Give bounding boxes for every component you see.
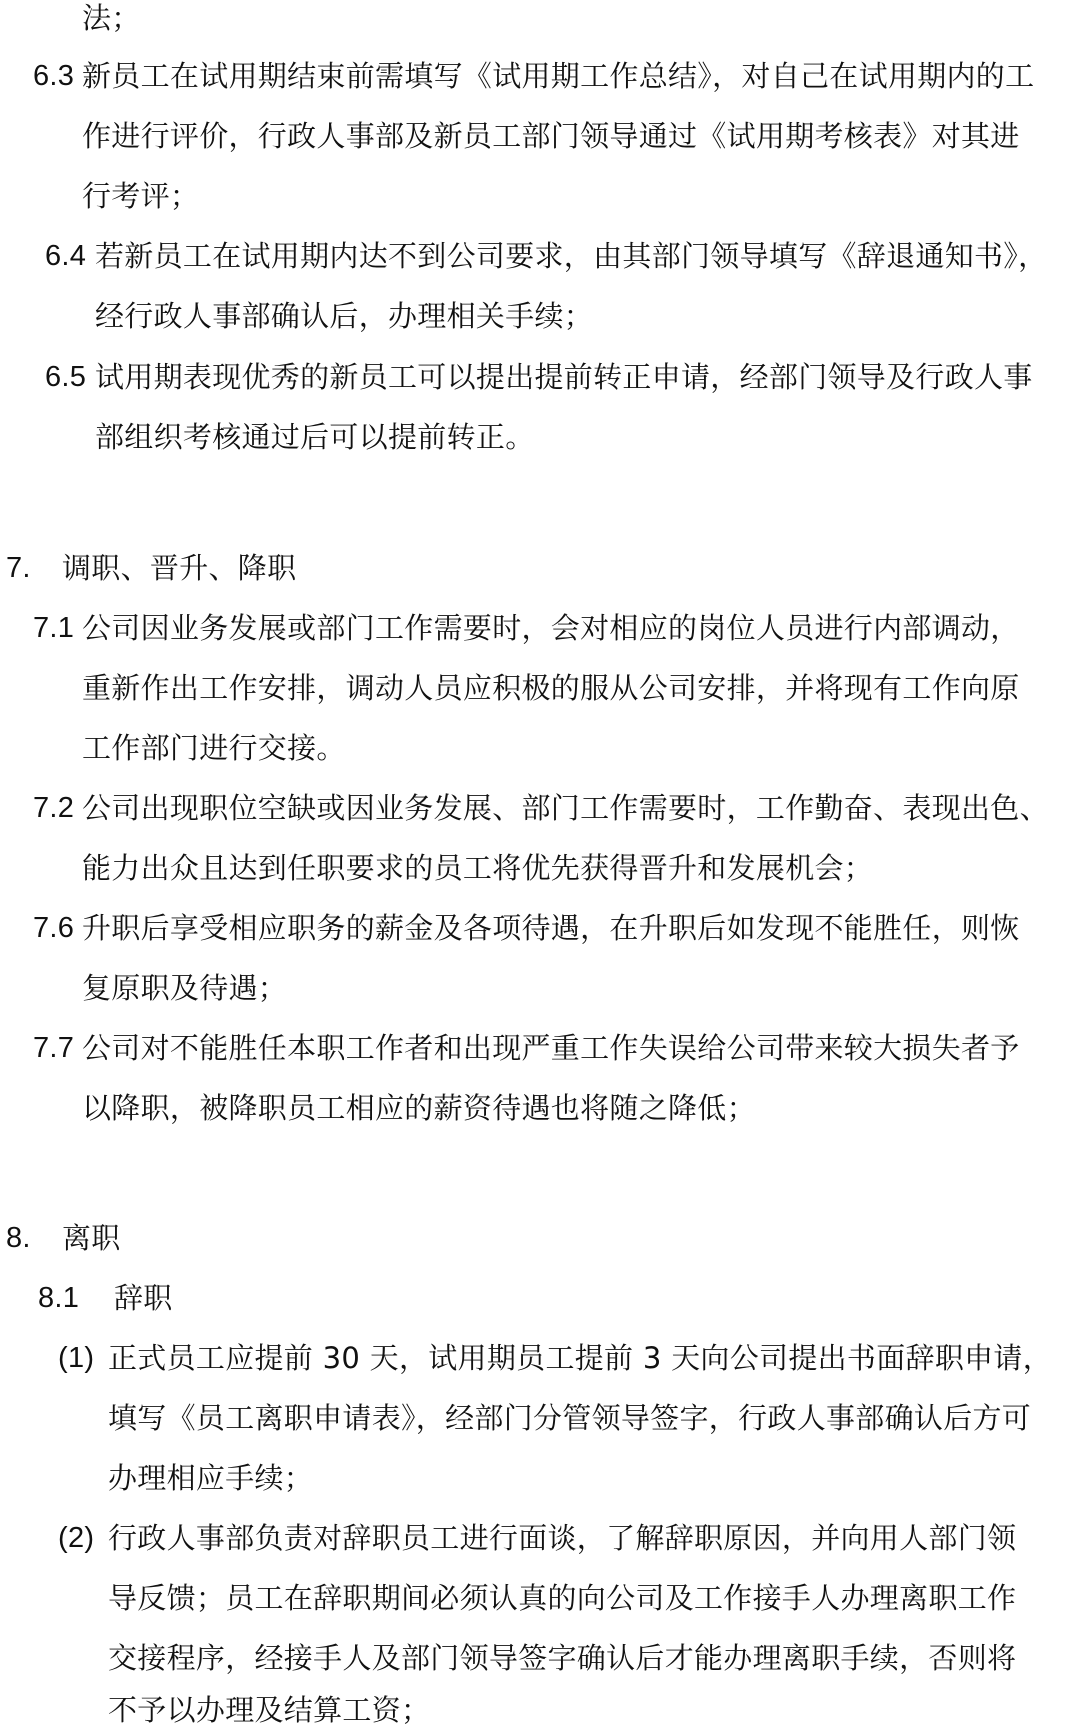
item-8-1-2-number: (2) — [58, 1522, 95, 1554]
item-6-3-line-3: 行考评； — [82, 179, 200, 213]
item-6-5-line-1: 试用期表现优秀的新员工可以提出提前转正申请，经部门领导及行政人事 — [95, 360, 1033, 394]
item-6-4-line-1: 若新员工在试用期内达不到公司要求，由其部门领导填写《辞退通知书》， — [95, 239, 1048, 273]
item-7-1-line-2: 重新作出工作安排，调动人员应积极的服从公司安排，并将现有工作向原 — [82, 671, 1020, 705]
item-6-3-number: 6.3 — [33, 60, 75, 92]
item-6-5-number: 6.5 — [45, 361, 87, 393]
item-7-2-line-2: 能力出众且达到任职要求的员工将优先获得晋升和发展机会； — [82, 851, 874, 885]
item-8-1-title: 辞职 — [114, 1281, 173, 1315]
section-8-title: 离职 — [62, 1221, 121, 1255]
section-7-title: 调职、晋升、降职 — [62, 551, 297, 585]
item-8-1-1-number: (1) — [58, 1342, 95, 1374]
item-7-7-number: 7.7 — [33, 1032, 75, 1064]
item-8-1-1-line-3: 办理相应手续； — [108, 1461, 314, 1495]
section-8-number: 8. — [6, 1222, 31, 1254]
item-7-6-line-1: 升职后享受相应职务的薪金及各项待遇，在升职后如发现不能胜任，则恢 — [82, 911, 1020, 945]
item-6-3-line-2: 作进行评价，行政人事部及新员工部门领导通过《试用期考核表》对其进 — [82, 119, 1020, 153]
item-6-4-number: 6.4 — [45, 240, 87, 272]
item-8-1-2-line-2: 导反馈；员工在辞职期间必须认真的向公司及工作接手人办理离职工作 — [108, 1581, 1017, 1615]
item-7-7-line-1: 公司对不能胜任本职工作者和出现严重工作失误给公司带来较大损失者予 — [82, 1031, 1020, 1065]
item-7-1-number: 7.1 — [33, 612, 75, 644]
item-7-6-line-2: 复原职及待遇； — [82, 971, 288, 1005]
item-7-7-line-2: 以降职，被降职员工相应的薪资待遇也将随之降低； — [82, 1091, 756, 1125]
item-8-1-number: 8.1 — [38, 1282, 80, 1314]
item-8-1-2-line-4: 不予以办理及结算工资； — [108, 1693, 431, 1727]
item-8-1-1-line-1: 正式员工应提前 30 天，试用期员工提前 3 天向公司提出书面辞职申请， — [108, 1341, 1053, 1375]
item-8-1-2-line-1: 行政人事部负责对辞职员工进行面谈，了解辞职原因，并向用人部门领 — [108, 1521, 1017, 1555]
item-7-1-line-3: 工作部门进行交接。 — [82, 731, 346, 765]
item-6-3-line-1: 新员工在试用期结束前需填写《试用期工作总结》，对自己在试用期内的工 — [82, 59, 1035, 93]
item-6-5-line-2: 部组织考核通过后可以提前转正。 — [95, 420, 535, 454]
item-7-1-line-1: 公司因业务发展或部门工作需要时，会对相应的岗位人员进行内部调动， — [82, 611, 1020, 645]
item-7-2-number: 7.2 — [33, 792, 75, 824]
item-6-2-continuation: 法； — [82, 1, 141, 35]
item-7-6-number: 7.6 — [33, 912, 75, 944]
section-7-number: 7. — [6, 552, 31, 584]
item-6-4-line-2: 经行政人事部确认后，办理相关手续； — [95, 299, 594, 333]
item-8-1-2-line-3: 交接程序，经接手人及部门领导签字确认后才能办理离职手续，否则将 — [108, 1641, 1017, 1675]
item-8-1-1-line-2: 填写《员工离职申请表》，经部门分管领导签字，行政人事部确认后方可 — [108, 1401, 1032, 1435]
item-7-2-line-1: 公司出现职位空缺或因业务发展、部门工作需要时，工作勤奋、表现出色、 — [82, 791, 1049, 825]
